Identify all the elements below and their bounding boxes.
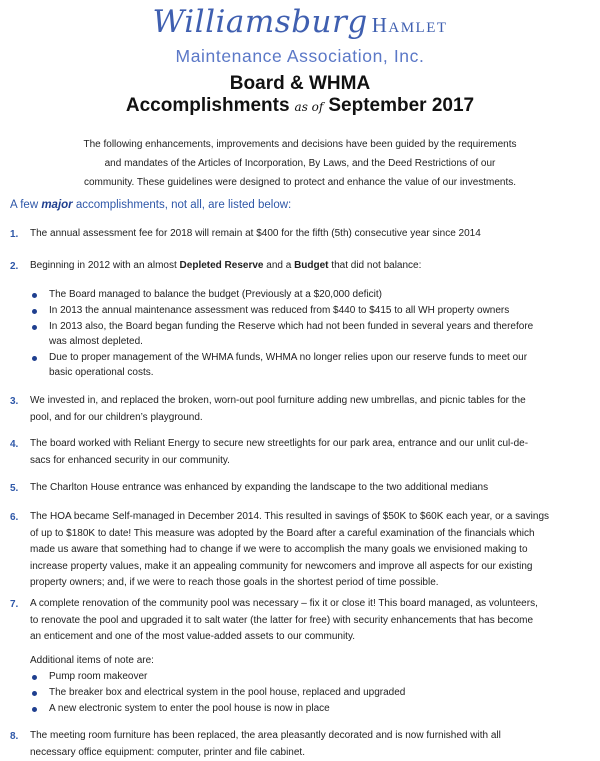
bullet-line: The breaker box and electrical system in the pool house, replaced and upgraded <box>49 685 592 700</box>
item-line <box>30 258 592 275</box>
intro-paragraph <box>40 135 560 192</box>
item-number: 3. <box>10 396 18 407</box>
bullet-item <box>49 669 592 684</box>
item-text-run: Beginning in 2012 with an almost <box>30 260 180 271</box>
item-text-run: and a <box>263 260 294 271</box>
bullet-line: The Board managed to balance the budget (Previously at a $20,000 deficit) <box>49 287 592 302</box>
item-line: A complete renovation of the community pool was necessary – fix it or close it! This board managed, as volunteers, <box>30 596 592 613</box>
item-number: 6. <box>10 512 18 523</box>
subheading-major: major <box>41 199 72 211</box>
title-date: September 2017 <box>328 95 474 116</box>
item-bold-text: Budget <box>294 260 328 271</box>
subheading-pre: A few <box>10 199 41 211</box>
item-line: The meeting room furniture has been replaced, the area pleasantly decorated and is now furnished with all <box>30 728 592 745</box>
intro-line: and mandates of the Articles of Incorporation, By Laws, and the Deed Restrictions of our <box>40 154 560 173</box>
item-line: to renovate the pool and upgraded it to salt water (the latter for free) with security enhancements that has become <box>30 613 592 630</box>
bullet-icon <box>32 293 37 298</box>
title-line-1: Board & WHMA <box>0 73 600 95</box>
bullet-item <box>49 287 592 302</box>
item-number: 2. <box>10 261 18 272</box>
item-text <box>30 728 592 761</box>
intro-line: community. These guidelines were designed to protect and enhance the value of our investments. <box>40 173 560 192</box>
bullet-line: A new electronic system to enter the pool house is now in place <box>49 701 592 716</box>
item-line: The board worked with Reliant Energy to secure new streetlights for our park area, entrance and our unlit cul-de- <box>30 436 592 453</box>
title-line-2 <box>0 95 600 117</box>
section-subheading <box>10 199 291 211</box>
bullet-item <box>49 685 592 700</box>
bullet-icon <box>32 691 37 696</box>
bullet-line: Due to proper management of the WHMA funds, WHMA no longer relies upon our reserve funds to meet our <box>49 350 592 365</box>
bullet-icon <box>32 356 37 361</box>
bullet-line: Pump room makeover <box>49 669 592 684</box>
title-as-of: as of <box>295 100 324 114</box>
bullet-item <box>49 350 592 380</box>
item-line: increase property values, make it an appealing community for newcomers and improve all aspects for our existing <box>30 559 592 576</box>
item-line: property owners; and, if we were to reach those goals in the shortest period of time possible. <box>30 575 592 592</box>
item-text <box>30 596 592 646</box>
item-line: We invested in, and replaced the broken, worn-out pool furniture adding new umbrellas, and picnic tables for the <box>30 393 592 410</box>
item-line: an enticement and one of the most value-added assets to our community. <box>30 629 592 646</box>
item-line: The HOA became Self-managed in December 2014. This resulted in savings of $50K to $60K each year, or a savings <box>30 509 592 526</box>
item-line: sacs for enhanced security in our community. <box>30 453 592 470</box>
item-number: 8. <box>10 731 18 742</box>
org-name-script: Williamsburg <box>152 4 367 40</box>
item-bold-text: Depleted Reserve <box>180 260 264 271</box>
item-number: 4. <box>10 439 18 450</box>
item-text <box>30 436 592 469</box>
item-text <box>30 480 592 497</box>
org-subtitle: Maintenance Association, Inc. <box>0 46 600 67</box>
item-line: made us aware that something had to change if we were to accomplish the many goals we envisioned making to <box>30 542 592 559</box>
item-text-run: that did not balance: <box>329 260 422 271</box>
item-line: The annual assessment fee for 2018 will remain at $400 for the fifth (5th) consecutive year since 2014 <box>30 226 592 243</box>
item-line: necessary office equipment: computer, printer and file cabinet. <box>30 745 592 761</box>
bullet-icon <box>32 325 37 330</box>
subheading-post: accomplishments, not all, are listed below: <box>73 199 292 211</box>
item-number: 7. <box>10 599 18 610</box>
notes-heading-text: Additional items of note are: <box>30 653 592 670</box>
bullet-item <box>49 319 592 349</box>
item-text <box>30 226 592 243</box>
bullet-icon <box>32 675 37 680</box>
item-text <box>30 509 592 592</box>
item-line: The Charlton House entrance was enhanced by expanding the landscape to the two additional medians <box>30 480 592 497</box>
bullet-line: was almost depleted. <box>49 334 592 349</box>
bullet-line: In 2013 also, the Board began funding the Reserve which had not been funded in several years and therefore <box>49 319 592 334</box>
notes-heading <box>30 653 592 670</box>
title-accomplishments: Accomplishments <box>126 95 290 116</box>
bullet-item <box>49 303 592 318</box>
bullet-line: In 2013 the annual maintenance assessment was reduced from $440 to $415 to all WH property owners <box>49 303 592 318</box>
item-line: pool, and for our children’s playground. <box>30 410 592 427</box>
bullet-icon <box>32 707 37 712</box>
bullet-line: basic operational costs. <box>49 365 592 380</box>
item-number: 1. <box>10 229 18 240</box>
item-text <box>30 258 592 275</box>
item-line: of up to $180K to date! This measure was adopted by the Board after a careful examination of the financials which <box>30 526 592 543</box>
intro-line: The following enhancements, improvements and decisions have been guided by the requirements <box>40 135 560 154</box>
item-number: 5. <box>10 483 18 494</box>
org-name-caps: Hamlet <box>372 13 448 37</box>
bullet-item <box>49 701 592 716</box>
org-name-line <box>0 4 600 46</box>
bullet-icon <box>32 309 37 314</box>
item-text <box>30 393 592 426</box>
